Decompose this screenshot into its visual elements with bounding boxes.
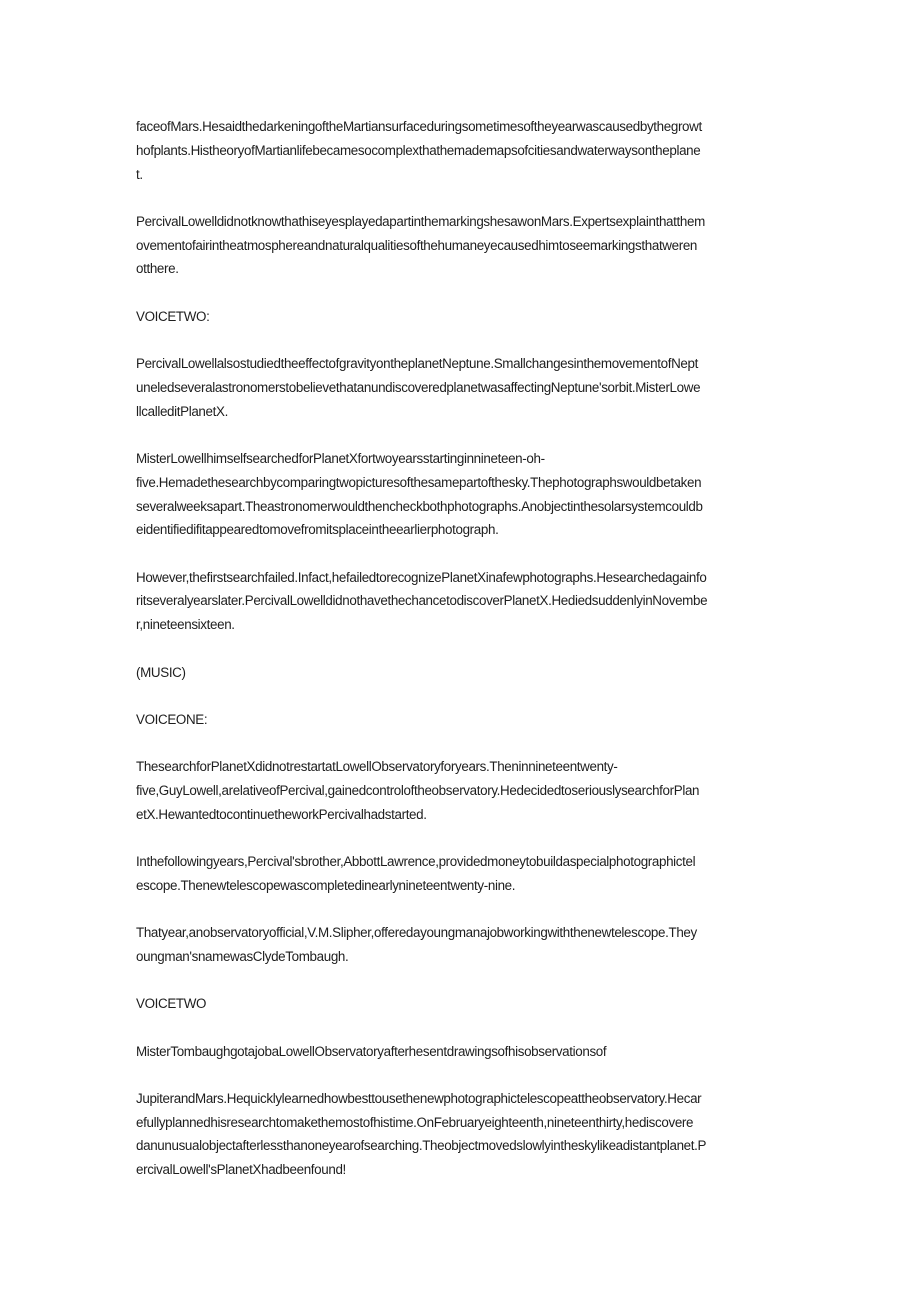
text-line: VOICETWO: [136, 996, 207, 1012]
text-line: MisterTombaughgotajobaLowellObservatoryafterhesentdrawingsofhisobservationsof: [136, 1043, 607, 1059]
paragraph-telescope: [136, 850, 786, 898]
paragraph-mars-plants: [136, 115, 786, 186]
text-line: ritseveralyearslater.PercivalLowelldidnothavethechancetodiscoverPlanetX.HediedsuddenlyinNovembe: [136, 593, 708, 609]
text-line: However,thefirstsearchfailed.Infact,hefailedtorecognizePlanetXinafewphotographs.Hesearchedagainfo: [136, 569, 707, 585]
paragraph-search-method: [136, 447, 786, 542]
text-line: faceofMars.HesaidthedarkeningoftheMartiansurfaceduringsometimesoftheyearwascausedbythegrowt: [136, 119, 702, 134]
text-line: severalweeksapart.Theastronomerwouldthencheckbothphotographs.Anobjectinthesolarsystemcouldb: [136, 498, 703, 514]
text-line: MisterLowellhimselfsearchedforPlanetXfortwoyearsstartinginnineteen-oh-: [136, 450, 545, 466]
speaker-label-voice-two-b: [136, 992, 786, 1016]
text-line: t.: [136, 166, 143, 182]
text-line: hofplants.HistheoryofMartianlifebecamesocomplexthathemademapsofcitiesandwaterwaysontheplane: [136, 142, 701, 158]
paragraph-planet-x-found: [136, 1087, 786, 1182]
text-line: ovementofairintheatmosphereandnaturalqualitiesofthehumaneyecausedhimtoseemarkingsthatweren: [136, 237, 698, 253]
text-line: oungman'snamewasClydeTombaugh.: [136, 948, 349, 964]
paragraph-first-search-failed: [136, 566, 786, 637]
text-line: etX.HewantedtocontinuetheworkPercivalhadstarted.: [136, 806, 427, 822]
text-line: JupiterandMars.Hequicklylearnedhowbesttousethenewphotographictelescopeattheobservatory.Hecar: [136, 1090, 702, 1106]
text-line: ThesearchforPlanetXdidnotrestartatLowellObservatoryforyears.Theninnineteentwenty-: [136, 759, 618, 775]
text-line: uneledseveralastronomerstobelievethatanundiscoveredplanetwasaffectingNeptune'sorbit.MisterLowe: [136, 379, 701, 395]
paragraph-eyes-markings: [136, 210, 786, 281]
text-line: danunusualobjectafterlessthanoneyearofsearching.Theobjectmovedslowlyintheskylikeadistantplanet.P: [136, 1138, 707, 1154]
text-line: PercivalLowelldidnotknowthathiseyesplayedapartinthemarkingshesawonMars.Expertsexplainthatthem: [136, 213, 705, 229]
text-line: PercivalLowellalsostudiedtheeffectofgravityontheplanetNeptune.SmallchangesinthemovementofNept: [136, 356, 698, 372]
paragraph-neptune-gravity: [136, 352, 786, 423]
speaker-label-voice-two: [136, 305, 786, 329]
text-line: r,nineteensixteen.: [136, 617, 235, 633]
paragraph-tombaugh-offer: [136, 921, 786, 969]
text-line: five.Hemadethesearchbycomparingtwopicturesofthesamepartofthesky.Thephotographswouldbetaken: [136, 474, 702, 490]
text-line: Thatyear,anobservatoryofficial,V.M.Slipher,offeredayoungmanajobworkingwiththenewtelescope.They: [136, 925, 697, 941]
paragraph-search-restart: [136, 755, 786, 826]
text-line: ercivalLowell'sPlanetXhadbeenfound!: [136, 1162, 346, 1178]
music-cue: [136, 661, 786, 685]
text-line: VOICEONE:: [136, 711, 208, 727]
text-line: eidentifiedifitappearedtomovefromitsplaceintheearlierphotograph.: [136, 522, 499, 538]
text-line: VOICETWO:: [136, 308, 210, 324]
text-line: efullyplannedhisresearchtomakethemostofhistime.OnFebruaryeighteenth,nineteenthirty,hediscovere: [136, 1114, 694, 1130]
text-line: llcalleditPlanetX.: [136, 403, 228, 419]
text-line: escope.Thenewtelescopewascompletedinearlynineteentwenty-nine.: [136, 877, 516, 893]
text-line: (MUSIC): [136, 664, 186, 680]
text-line: Inthefollowingyears,Percival'sbrother,AbbottLawrence,providedmoneytobuildaspecialphotographictel: [136, 854, 696, 870]
text-line: five,GuyLowell,arelativeofPercival,gainedcontroloftheobservatory.HedecidedtoseriouslysearchforPlan: [136, 782, 700, 798]
speaker-label-voice-one: [136, 708, 786, 732]
document-page: [136, 115, 786, 1206]
text-line: otthere.: [136, 261, 179, 277]
paragraph-tombaugh-job: [136, 1040, 786, 1064]
